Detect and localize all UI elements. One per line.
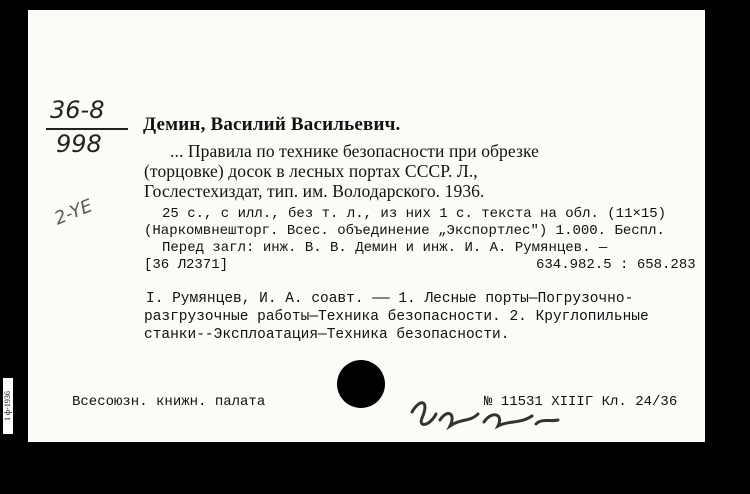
collation-line-1: 25 с., с илл., без т. л., из них 1 с. текста на обл. (11×15) — [162, 206, 667, 222]
signature — [400, 384, 570, 444]
udc-code: 634.982.5 : 658.283 — [536, 257, 696, 273]
registration-number: № 11531 XIIIГ Кл. 24/36 — [484, 394, 678, 410]
subject-line-3: станки--Эксплоатация—Техника безопасности. — [144, 327, 510, 343]
call-number-top: 36-8 — [50, 96, 105, 124]
author-heading: Демин, Василий Васильевич. — [143, 114, 401, 135]
film-edge-label: 1 ф-1936 — [3, 378, 13, 434]
catalog-card — [28, 10, 705, 442]
punch-hole — [337, 360, 385, 408]
title-line-1: ... Правила по технике безопасности при обрезке — [170, 141, 540, 161]
margin-handwritten-note: 2-YE — [51, 195, 96, 230]
subject-line-1: I. Румянцев, И. А. соавт. —— 1. Лесные порты—Погрузочно- — [146, 291, 634, 307]
shelf-code: [36 Л2371] — [144, 257, 229, 273]
title-line-2: (торцовке) досок в лесных портах СССР. Л., — [144, 161, 478, 181]
collation-line-2: (Наркомвнешторг. Всес. объединение „Экспортлес") 1.000. Беспл. — [144, 223, 665, 239]
collation-line-3: Перед загл: инж. В. В. Демин и инж. И. А. Румянцев. — — [162, 240, 608, 256]
call-number-bottom: 998 — [56, 130, 102, 158]
publisher-footer: Всесоюзн. книжн. палата — [72, 394, 266, 410]
subject-line-2: разгрузочные работы—Техника безопасности. 2. Круглопильные — [144, 309, 649, 325]
title-line-3: Гослестехиздат, тип. им. Володарского. 1936. — [144, 181, 485, 201]
